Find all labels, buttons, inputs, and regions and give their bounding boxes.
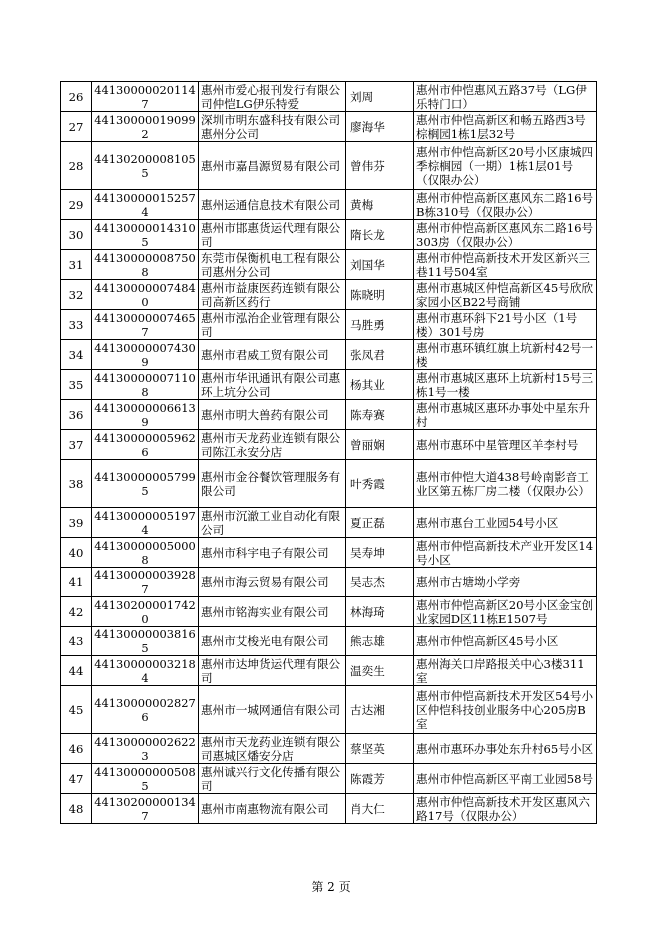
company-address: 惠州市惠城区仲恺高新区45号欣欣家园小区B22号商铺 — [414, 280, 597, 310]
legal-representative: 曾伟芬 — [346, 142, 414, 190]
registration-code: 441300000057995 — [92, 460, 199, 508]
legal-representative: 蔡坚英 — [346, 734, 414, 764]
table-row — [61, 190, 597, 220]
table-row — [61, 400, 597, 430]
row-number: 31 — [61, 250, 92, 280]
legal-representative: 张凤君 — [346, 340, 414, 370]
registry-table — [60, 81, 597, 824]
legal-representative: 吴寿坤 — [346, 538, 414, 568]
company-address: 惠州海关口岸路报关中心3楼311室 — [414, 656, 597, 686]
legal-representative: 夏正磊 — [346, 508, 414, 538]
registration-code: 441302000001347 — [92, 794, 199, 824]
legal-representative: 陈霞芳 — [346, 764, 414, 794]
company-address: 惠州市惠环斜下21号小区（1号楼）301号房 — [414, 310, 597, 340]
legal-representative: 熊志雄 — [346, 627, 414, 656]
company-address: 惠州市仲恺惠风五路37号（LG伊乐特门口） — [414, 82, 597, 112]
company-address: 惠州市仲恺高新区45号小区 — [414, 627, 597, 656]
row-number: 43 — [61, 627, 92, 656]
legal-representative: 黄梅 — [346, 190, 414, 220]
row-number: 41 — [61, 568, 92, 597]
company-name: 惠州市明大兽药有限公司 — [199, 400, 346, 430]
company-name: 惠州市金谷餐饮管理服务有限公司 — [199, 460, 346, 508]
row-number: 46 — [61, 734, 92, 764]
table-row — [61, 460, 597, 508]
table-row — [61, 734, 597, 764]
row-number: 34 — [61, 340, 92, 370]
row-number: 42 — [61, 597, 92, 627]
legal-representative: 叶秀霞 — [346, 460, 414, 508]
table-row — [61, 508, 597, 538]
registration-code: 441300000038165 — [92, 627, 199, 656]
company-address: 惠州市惠城区惠环办事处中星东升村 — [414, 400, 597, 430]
company-name: 惠州市达坤货运代理有限公司 — [199, 656, 346, 686]
company-address: 惠州市惠城区惠环上坑新村15号三栋1号一楼 — [414, 370, 597, 400]
company-address: 惠州市仲恺高新区20号小区康城四季棕榈园（一期）1栋1层01号（仅限办公） — [414, 142, 597, 190]
registration-code: 441300000074309 — [92, 340, 199, 370]
registration-code: 441300000143105 — [92, 220, 199, 250]
row-number: 33 — [61, 310, 92, 340]
legal-representative: 吴志杰 — [346, 568, 414, 597]
company-address: 惠州市惠环镇红旗上坑新村42号一楼 — [414, 340, 597, 370]
registration-code: 441300000087508 — [92, 250, 199, 280]
company-name: 深圳市明东盛科技有限公司惠州分公司 — [199, 112, 346, 142]
row-number: 26 — [61, 82, 92, 112]
table-row — [61, 430, 597, 460]
company-name: 惠州市艾梭光电有限公司 — [199, 627, 346, 656]
company-name: 惠州市天龙药业连锁有限公司陈江永安分店 — [199, 430, 346, 460]
registration-code: 441300000059626 — [92, 430, 199, 460]
company-address: 惠州市古塘坳小学旁 — [414, 568, 597, 597]
registration-code: 441300000051974 — [92, 508, 199, 538]
registration-code: 441302000081055 — [92, 142, 199, 190]
company-address: 惠州市仲恺高新区惠风东二路16号B栋310号（仅限办公） — [414, 190, 597, 220]
registration-code: 441300000039287 — [92, 568, 199, 597]
registration-code: 441300000201147 — [92, 82, 199, 112]
table-row — [61, 370, 597, 400]
row-number: 35 — [61, 370, 92, 400]
company-name: 惠州市嘉昌源贸易有限公司 — [199, 142, 346, 190]
registry-table-body — [61, 82, 597, 824]
company-address: 惠州市仲恺高新技术开发区新兴三巷11号504室 — [414, 250, 597, 280]
legal-representative: 肖大仁 — [346, 794, 414, 824]
row-number: 38 — [61, 460, 92, 508]
legal-representative: 刘国华 — [346, 250, 414, 280]
table-row — [61, 686, 597, 734]
legal-representative: 马胜勇 — [346, 310, 414, 340]
table-row — [61, 656, 597, 686]
company-name: 惠州市南惠物流有限公司 — [199, 794, 346, 824]
company-address: 惠州市惠环中星管理区羊李村号 — [414, 430, 597, 460]
row-number: 32 — [61, 280, 92, 310]
registration-code: 441300000152574 — [92, 190, 199, 220]
company-name: 惠州市沉澈工业自动化有限公司 — [199, 508, 346, 538]
legal-representative: 温奕生 — [346, 656, 414, 686]
registration-code: 441300000028276 — [92, 686, 199, 734]
table-row — [61, 82, 597, 112]
row-number: 36 — [61, 400, 92, 430]
company-name: 东莞市保衡机电工程有限公司惠州分公司 — [199, 250, 346, 280]
company-name: 惠州市天龙药业连锁有限公司惠城区燔安分店 — [199, 734, 346, 764]
table-row — [61, 794, 597, 824]
company-name: 惠州市华讯通讯有限公司惠环上坑分公司 — [199, 370, 346, 400]
company-name: 惠州运通信息技术有限公司 — [199, 190, 346, 220]
legal-representative: 陈寿赛 — [346, 400, 414, 430]
row-number: 37 — [61, 430, 92, 460]
registration-code: 441300000190992 — [92, 112, 199, 142]
legal-representative: 隋长龙 — [346, 220, 414, 250]
legal-representative: 曾丽娴 — [346, 430, 414, 460]
registration-code: 441300000005085 — [92, 764, 199, 794]
legal-representative: 刘周 — [346, 82, 414, 112]
registry-table-container — [60, 81, 597, 824]
registration-code: 441300000074657 — [92, 310, 199, 340]
table-row — [61, 597, 597, 627]
company-name: 惠州市一城网通信有限公司 — [199, 686, 346, 734]
table-row — [61, 627, 597, 656]
table-row — [61, 538, 597, 568]
company-name: 惠州市益康医药连锁有限公司高新区药行 — [199, 280, 346, 310]
table-row — [61, 220, 597, 250]
company-name: 惠州市爱心报刊发行有限公司仲恺LG伊乐特爱 — [199, 82, 346, 112]
company-name: 惠州诚兴行文化传播有限公司 — [199, 764, 346, 794]
company-address: 惠州市仲恺高新区惠风东二路16号303房（仅限办公） — [414, 220, 597, 250]
registration-code: 441300000032184 — [92, 656, 199, 686]
registration-code: 441302000017420 — [92, 597, 199, 627]
row-number: 45 — [61, 686, 92, 734]
company-address: 惠州市仲恺高新区20号小区金宝创业家园D区11栋E1507号 — [414, 597, 597, 627]
row-number: 47 — [61, 764, 92, 794]
registration-code: 441300000074840 — [92, 280, 199, 310]
company-address: 惠州市仲恺高新区平南工业园58号 — [414, 764, 597, 794]
table-row — [61, 764, 597, 794]
legal-representative: 陈晓明 — [346, 280, 414, 310]
row-number: 48 — [61, 794, 92, 824]
legal-representative: 古达湘 — [346, 686, 414, 734]
company-address: 惠州市仲恺高新技术产业开发区14号小区 — [414, 538, 597, 568]
company-name: 惠州市邯惠货运代理有限公司 — [199, 220, 346, 250]
company-address: 惠州市惠环办事处东升村65号小区 — [414, 734, 597, 764]
company-address: 惠州市仲恺高新技术开发区54号小区仲恺科技创业服务中心205房B室 — [414, 686, 597, 734]
registration-code: 441300000050008 — [92, 538, 199, 568]
row-number: 29 — [61, 190, 92, 220]
registration-code: 441300000026223 — [92, 734, 199, 764]
table-row — [61, 310, 597, 340]
company-name: 惠州市科宇电子有限公司 — [199, 538, 346, 568]
table-row — [61, 250, 597, 280]
legal-representative: 林海琦 — [346, 597, 414, 627]
registration-code: 441300000066139 — [92, 400, 199, 430]
company-name: 惠州市泓治企业管理有限公司 — [199, 310, 346, 340]
company-address: 惠州市仲恺大道438号岭南影音工业区第五栋厂房二楼（仅限办公） — [414, 460, 597, 508]
table-row — [61, 112, 597, 142]
row-number: 39 — [61, 508, 92, 538]
table-row — [61, 568, 597, 597]
row-number: 44 — [61, 656, 92, 686]
company-address: 惠州市仲恺高新技术开发区惠风六路17号（仅限办公） — [414, 794, 597, 824]
company-name: 惠州市海云贸易有限公司 — [199, 568, 346, 597]
row-number: 28 — [61, 142, 92, 190]
registration-code: 441300000071108 — [92, 370, 199, 400]
company-name: 惠州市铭海实业有限公司 — [199, 597, 346, 627]
table-row — [61, 340, 597, 370]
legal-representative: 廖海华 — [346, 112, 414, 142]
page-number: 第 2 页 — [311, 880, 351, 894]
table-row — [61, 280, 597, 310]
table-row — [61, 142, 597, 190]
company-name: 惠州市君威工贸有限公司 — [199, 340, 346, 370]
company-address: 惠州市惠台工业园54号小区 — [414, 508, 597, 538]
legal-representative: 杨其业 — [346, 370, 414, 400]
row-number: 27 — [61, 112, 92, 142]
row-number: 30 — [61, 220, 92, 250]
company-address: 惠州市仲恺高新区和畅五路西3号棕榈园1栋1层32号 — [414, 112, 597, 142]
row-number: 40 — [61, 538, 92, 568]
